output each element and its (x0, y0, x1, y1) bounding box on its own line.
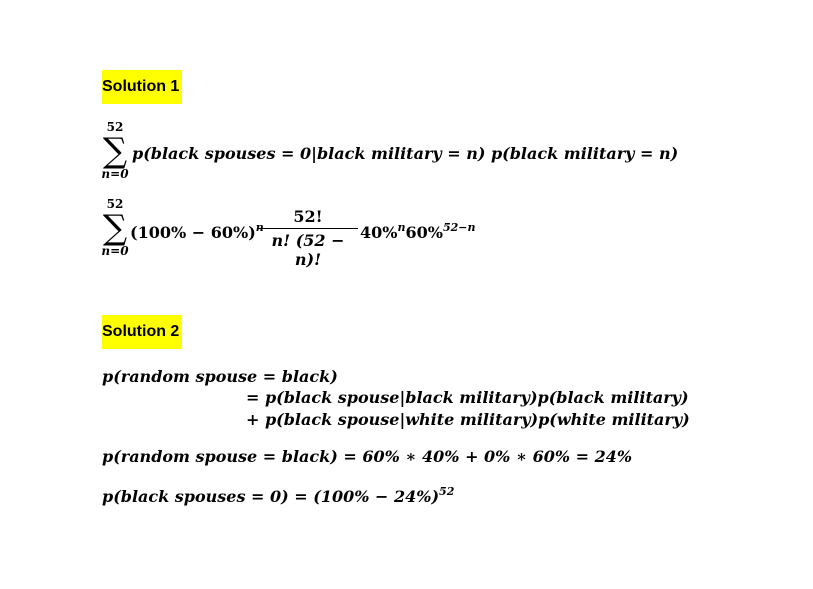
solution-1-equation-1: p(black spouses = 0|black military = n) p(black military = n) (132, 144, 679, 163)
solution-2-heading-text: Solution 2 (102, 323, 180, 340)
eq2-suffix-b: 60% (405, 223, 443, 242)
line-5-exp: 52 (439, 485, 455, 498)
sum-2-upper: 52 (106, 197, 124, 211)
summation-1 (100, 121, 130, 181)
solution-2-heading (102, 315, 182, 349)
solution-2-line-2: = p(black spouse|black military)p(black military) (246, 388, 689, 407)
solution-2-line-4: p(random spouse = black) = 60% ∗ 40% + 0% ∗ 60% = 24% (102, 447, 633, 466)
eq2-suffix-b-exp: 52−n (442, 221, 476, 234)
eq2-suffix-a: 40% (360, 223, 398, 242)
solution-2-line-1: p(random spouse = black) (102, 367, 338, 386)
sigma-1: ∑ (102, 131, 128, 171)
sum-2-lower: n=0 (101, 244, 129, 258)
solution-1-equation-2-suffix (360, 221, 475, 242)
solution-2-line-3: + p(black spouse|white military)p(white military) (246, 410, 690, 429)
summation-2 (100, 198, 130, 258)
fraction-numerator: 52! (258, 207, 358, 229)
sigma-2: ∑ (102, 208, 128, 248)
eq2-suffix-a-exp: n (397, 221, 406, 234)
eq2-prefix-exp: n (255, 221, 264, 234)
solution-2-line-5 (102, 485, 454, 506)
eq2-prefix-text: (100% − 60%) (130, 223, 256, 242)
sum-1-lower: n=0 (101, 167, 129, 181)
binomial-fraction (255, 207, 358, 269)
solution-1-equation-2-prefix (130, 221, 264, 242)
sum-1-upper: 52 (106, 120, 124, 134)
solution-1-heading (102, 70, 182, 104)
solution-1-heading-text: Solution 1 (102, 78, 180, 95)
line-5-text: p(black spouses = 0) = (100% − 24%) (102, 487, 440, 506)
fraction-denominator: n! (52 − n)! (271, 231, 345, 269)
